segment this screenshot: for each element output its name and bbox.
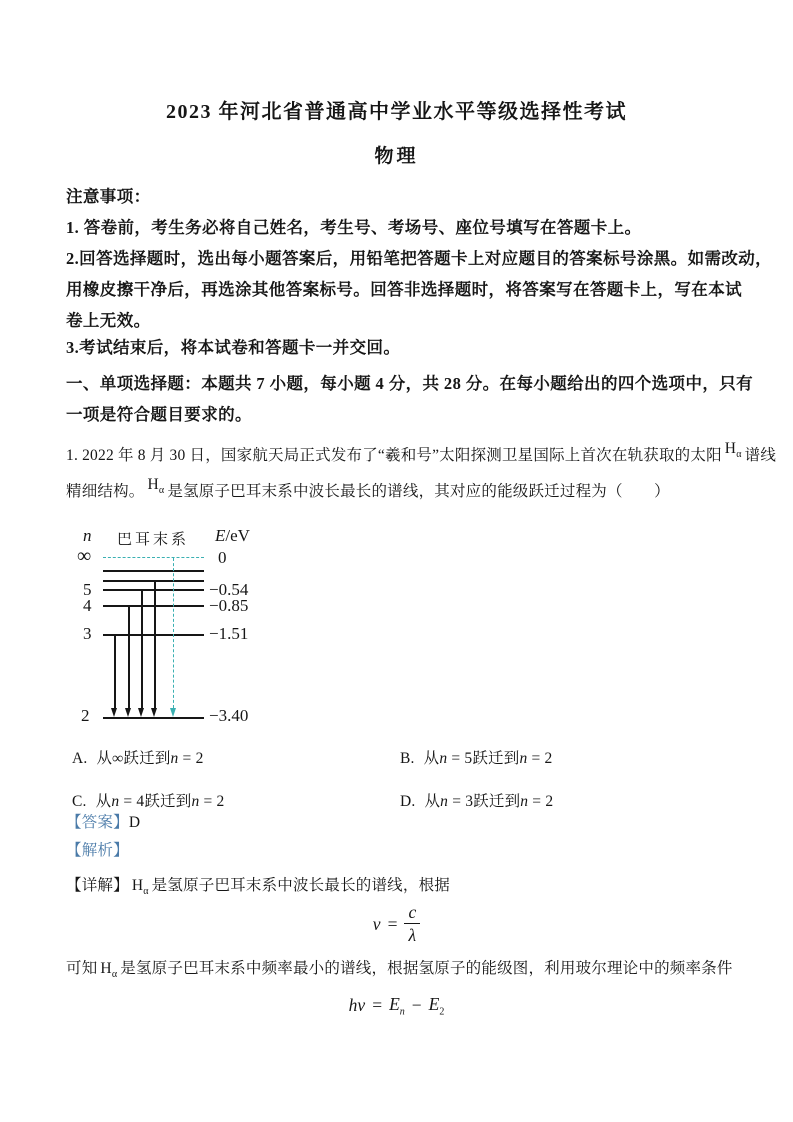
energy-label-340: −3.40 bbox=[209, 706, 249, 725]
level-line-infinity-dashed bbox=[103, 557, 204, 558]
notice-item-1: 1. 答卷前，考生务必将自己姓名，考生号、考场号、座位号填写在答题卡上。 bbox=[66, 218, 642, 237]
energy-label-0: 0 bbox=[218, 548, 227, 567]
answer-value: D bbox=[128, 814, 141, 831]
subject-title: 物理 bbox=[374, 146, 419, 167]
section-heading-line1: 一、单项选择题：本题共 7 小题，每小题 4 分，共 28 分。在每小题给出的四个选项中，只有 bbox=[66, 374, 754, 393]
option-c: C. 从n = 4跃迁到n = 2 bbox=[72, 793, 225, 810]
energy-label-151: −1.51 bbox=[209, 624, 249, 643]
analysis-label: 【解析】 bbox=[66, 842, 129, 859]
h-alpha-symbol: $H_\alpha$ bbox=[147, 476, 165, 497]
energy-label-054: −0.54 bbox=[209, 580, 249, 599]
level-label-5: 5 bbox=[83, 580, 92, 599]
question-1-line1: 1. 2022 年 8 月 30 日，国家航天局正式发布了“羲和号”太阳探测卫星国际上首次在轨获取的太阳 $H_\alpha$ 谱线 bbox=[66, 440, 777, 464]
option-d: D. 从n = 3跃迁到n = 2 bbox=[400, 793, 554, 810]
option-b: B. 从n = 5跃迁到n = 2 bbox=[400, 750, 553, 767]
level-label-2: 2 bbox=[81, 706, 90, 725]
notice-item-2-line2: 用橡皮擦干净后，再选涂其他答案标号。回答非选择题时，将答案写在答题卡上，写在本试 bbox=[66, 280, 742, 299]
energy-level-diagram bbox=[70, 524, 315, 739]
section-heading-line2: 一项是符合题目要求的。 bbox=[66, 405, 252, 424]
transition-arrow-n6-n2 bbox=[154, 580, 156, 709]
h-alpha-symbol: $H_\alpha$ bbox=[100, 960, 118, 981]
arrowhead-n6 bbox=[151, 708, 157, 717]
notice-item-2-line1: 2.回答选择题时，选出每小题答案后，用铅笔把答题卡上对应题目的答案标号涂黑。如需改动， bbox=[66, 249, 773, 268]
option-a: A. 从∞跃迁到n = 2 bbox=[72, 750, 204, 767]
arrowhead-n3 bbox=[111, 708, 117, 717]
notice-item-2-line3: 卷上无效。 bbox=[66, 311, 151, 330]
transition-arrow-n3-n2 bbox=[114, 634, 116, 709]
transition-arrow-infinity-n2-dashed bbox=[173, 558, 174, 708]
balmer-series-label: 巴耳末系 bbox=[117, 532, 190, 548]
transition-arrow-n5-n2 bbox=[141, 589, 143, 709]
level-line-n2 bbox=[103, 717, 204, 719]
h-alpha-symbol: $H_\alpha$ bbox=[131, 877, 149, 898]
diagram-energy-header: E/eV bbox=[215, 526, 250, 545]
h-alpha-symbol: $H_\alpha$ bbox=[724, 440, 742, 461]
notices-heading: 注意事项： bbox=[66, 187, 151, 206]
detail-line1: 【详解】 $H_\alpha$ 是氢原子巴耳末系中波长最长的谱线，根据 bbox=[66, 877, 450, 898]
answer-line bbox=[66, 810, 140, 832]
level-line-n7 bbox=[103, 570, 204, 572]
diagram-n-header: n bbox=[83, 526, 92, 545]
formula-photon-energy: hν = $E_n$ − $E_2$ bbox=[348, 994, 445, 1018]
level-label-3: 3 bbox=[83, 624, 92, 643]
arrowhead-n5 bbox=[138, 708, 144, 717]
level-label-infinity: ∞ bbox=[77, 545, 92, 567]
arrowhead-infinity bbox=[170, 708, 176, 717]
level-label-4: 4 bbox=[83, 596, 92, 615]
transition-arrow-n4-n2 bbox=[128, 605, 130, 709]
fraction: $\frac{c}{\lambda}$ bbox=[404, 903, 420, 945]
arrowhead-n4 bbox=[125, 708, 131, 717]
energy-label-085: −0.85 bbox=[209, 596, 249, 615]
question-1-line2: 精细结构。 $H_\alpha$ 是氢原子巴耳末系中波长最长的谱线，其对应的能级跃迁过程为（ ） bbox=[66, 476, 670, 500]
page-title: 2023 年河北省普通高中学业水平等级选择性考试 bbox=[166, 101, 627, 123]
formula-frequency: ν = $\frac{c}{\lambda}$ bbox=[0, 903, 793, 945]
notice-item-3: 3.考试结束后，将本试卷和答题卡一并交回。 bbox=[66, 338, 401, 357]
detail-line2: 可知 $H_\alpha$ 是氢原子巴耳末系中频率最小的谱线，根据氢原子的能级图，利用玻尔理论中的频率条件 bbox=[66, 960, 733, 981]
answer-label: 【答案】 bbox=[66, 814, 129, 831]
